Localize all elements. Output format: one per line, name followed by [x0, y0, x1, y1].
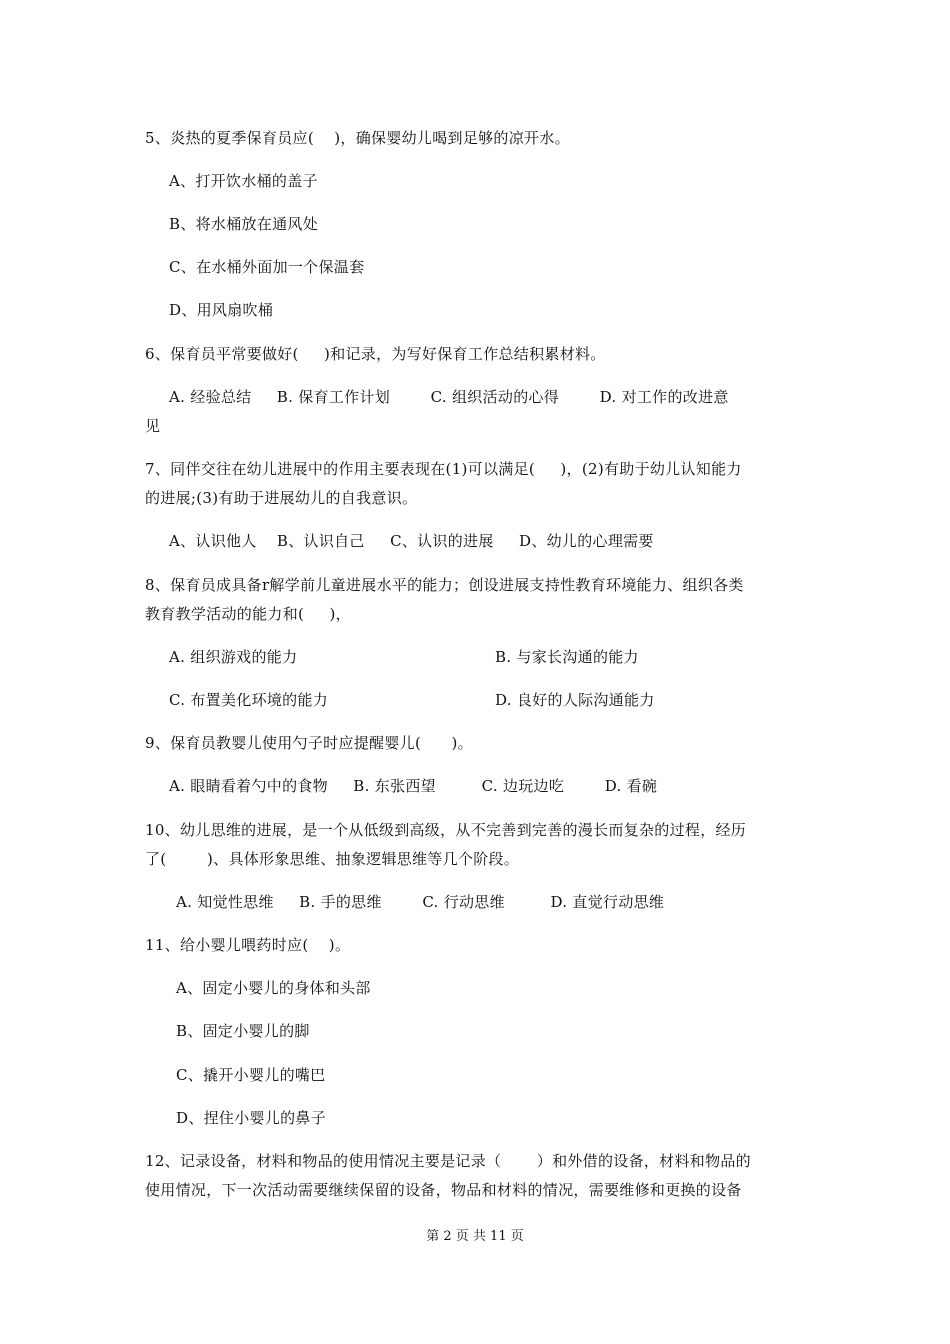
question-11-option-b: B、固定小婴儿的脚: [176, 1022, 310, 1040]
question-10-stem-line1: 10、幼儿思维的进展，是一个从低级到高级，从不完善到完善的漫长而复杂的过程，经历: [145, 821, 747, 839]
question-9-stem: 9、保育员教婴儿使用勺子时应提醒婴儿( )。: [145, 734, 473, 752]
question-8-stem-line1: 8、保育员成具备r解学前儿童进展水平的能力；创设进展支持性教育环境能力、组织各类: [145, 576, 744, 594]
question-6-options: A. 经验总结 B. 保育工作计划 C. 组织活动的心得 D. 对工作的改进意: [169, 388, 729, 406]
page-footer: 第 2 页 共 11 页: [426, 1229, 524, 1244]
question-11-option-a: A、固定小婴儿的身体和头部: [176, 979, 371, 997]
question-11-stem: 11、给小婴儿喂药时应( )。: [145, 936, 351, 954]
question-10-options: A. 知觉性思维 B. 手的思维 C. 行动思维 D. 直觉行动思维: [176, 893, 665, 911]
question-8-stem-line2: 教育教学活动的能力和( )，: [145, 605, 351, 623]
question-6-stem: 6、保育员平常要做好( )和记录，为写好保育工作总结积累材料。: [145, 345, 606, 363]
question-5-option-b: B、将水桶放在通风处: [169, 215, 319, 233]
question-8-option-d: D. 良好的人际沟通能力: [495, 691, 655, 709]
question-11-option-d: D、捏住小婴儿的鼻子: [176, 1109, 327, 1127]
question-6-options-cont: 见: [145, 417, 161, 435]
question-7-stem-line1: 7、同伴交往在幼儿进展中的作用主要表现在(1)可以满足( )，(2)有助于幼儿认知能力: [145, 460, 742, 478]
question-5-stem: 5、炎热的夏季保育员应( )，确保婴幼儿喝到足够的凉开水。: [145, 129, 570, 147]
question-5-option-a: A、打开饮水桶的盖子: [169, 172, 318, 190]
question-8-option-b: B. 与家长沟通的能力: [495, 648, 639, 666]
question-7-options: A、认识他人 B、认识自己 C、认识的进展 D、幼儿的心理需要: [169, 532, 654, 550]
question-5-option-c: C、在水桶外面加一个保温套: [169, 258, 365, 276]
question-12-stem-line2: 使用情况，下一次活动需要继续保留的设备，物品和材料的情况，需要维修和更换的设备: [145, 1181, 742, 1199]
question-10-stem-line2: 了( )、具体形象思维、抽象逻辑思维等几个阶段。: [145, 850, 520, 868]
question-11-option-c: C、撬开小婴儿的嘴巴: [176, 1066, 326, 1084]
question-8-option-c: C. 布置美化环境的能力: [169, 691, 329, 709]
question-8-option-a: A. 组织游戏的能力: [169, 648, 298, 666]
question-9-options: A. 眼睛看着勺中的食物 B. 东张西望 C. 边玩边吃 D. 看碗: [169, 777, 658, 795]
question-7-stem-line2: 的进展;(3)有助于进展幼儿的自我意识。: [145, 489, 418, 507]
question-12-stem-line1: 12、记录设备，材料和物品的使用情况主要是记录（ ）和外借的设备，材料和物品的: [145, 1152, 751, 1170]
question-5-option-d: D、用风扇吹桶: [169, 301, 274, 319]
